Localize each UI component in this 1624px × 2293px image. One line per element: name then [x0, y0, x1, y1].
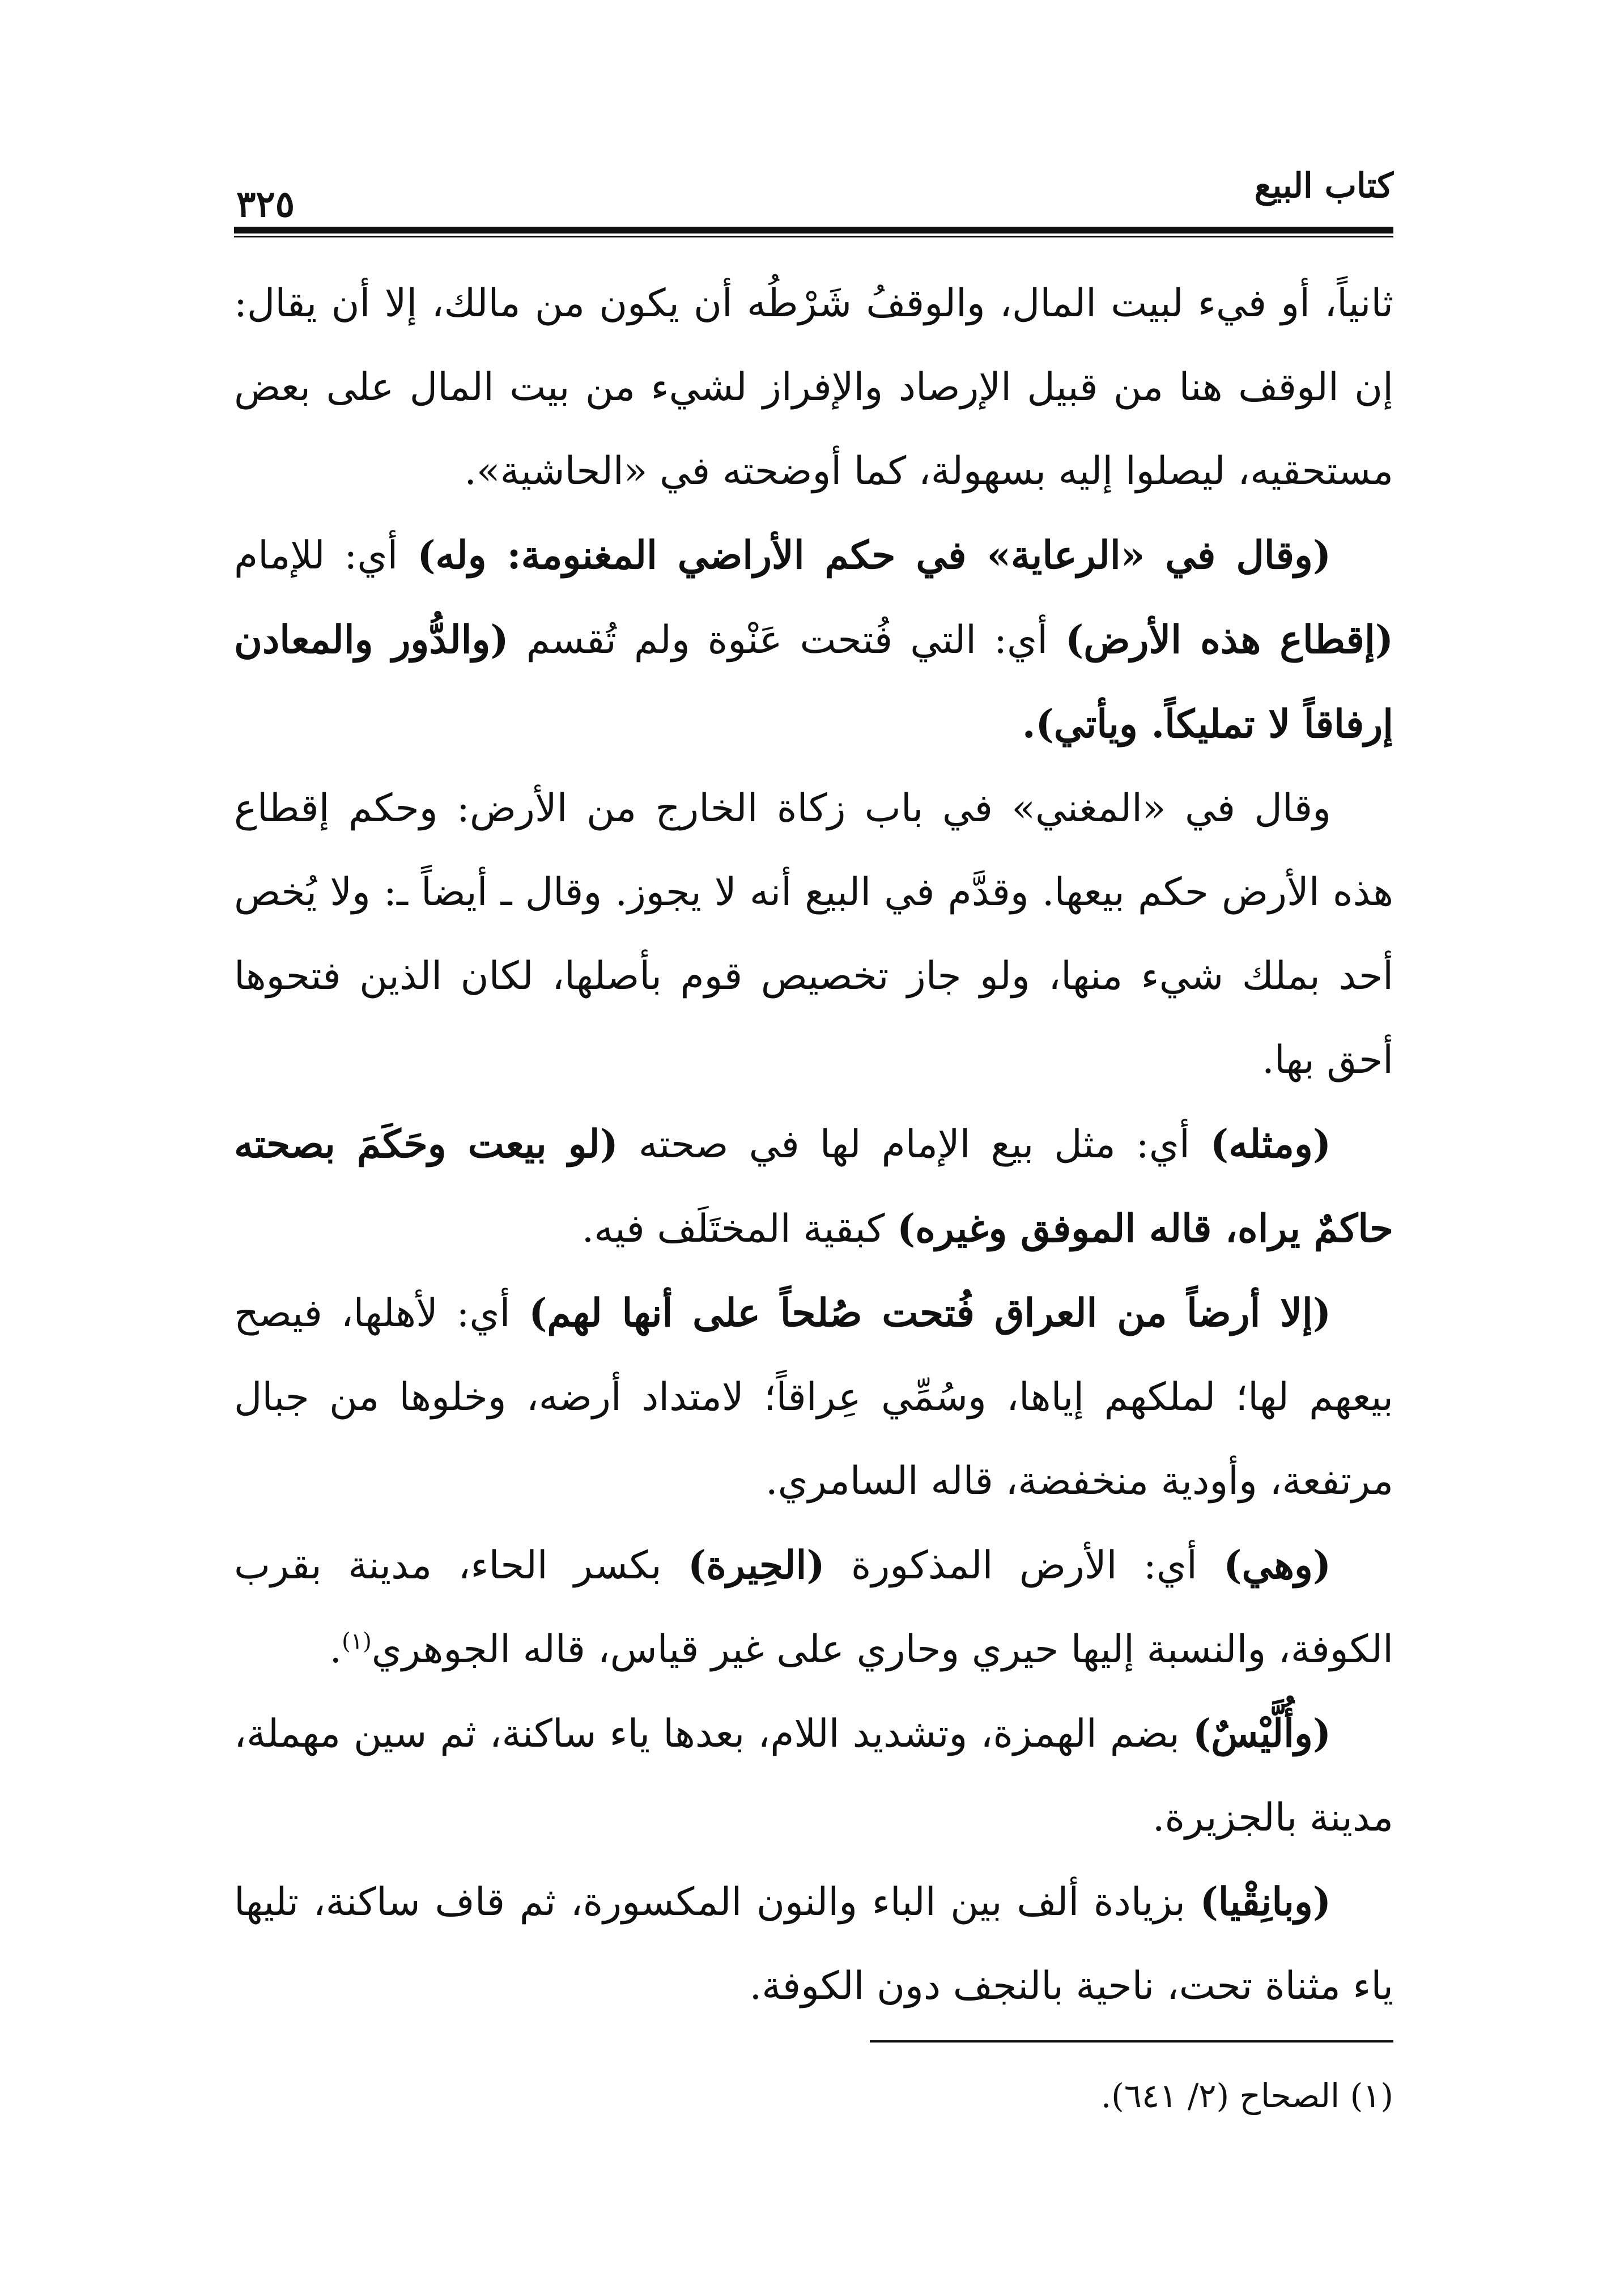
footnote-reference: (١)	[342, 1628, 372, 1655]
matn-text: (وقال في «الرعاية» في حكم الأراضي المغنومة: وله)	[417, 533, 1331, 578]
sharh-text: أي: الأرض المذكورة	[824, 1543, 1224, 1588]
sharh-text: بكسر الحاء، مدينة بقرب الكوفة، والنسبة إليها حيري وحاري على غير قياس، قاله الجوهري	[234, 1543, 1393, 1672]
paragraph	[234, 513, 1393, 767]
matn-text: (الحِيرة)	[688, 1543, 825, 1588]
sharh-text: بضم الهمزة، وتشديد اللام، بعدها ياء ساكنة، ثم سين مهملة، مدينة بالجزيرة.	[234, 1712, 1393, 1840]
matn-text: (لو بيعت وحَكَمَ بصحته حاكمٌ يراه، قاله الموفق وغيره)	[234, 1122, 1393, 1251]
running-title: كتاب البيع	[1254, 166, 1393, 206]
paragraph	[234, 1102, 1393, 1271]
sharh-text: كبقية المختَلَف فيه.	[581, 1207, 898, 1251]
sharh-text: بزيادة ألف بين الباء والنون المكسورة، ثم قاف ساكنة، تليها ياء مثناة تحت، ناحية بالنجف دون الكوفة.	[234, 1880, 1393, 2009]
paragraph	[234, 767, 1393, 1102]
footnote-separator	[870, 2040, 1393, 2043]
sharh-text: ثانياً، أو فيء لبيت المال، والوقفُ شَرْطُه أن يكون من مالك، إلا أن يقال: إن الوقف هنا من قبيل الإرصاد والإفراز لشيء من بيت المال على بعض مستحقيه، ليصلوا إليه بسهولة، كما أوضحته في «الحاشية».	[234, 281, 1393, 494]
matn-text: (ومثله)	[1210, 1122, 1331, 1167]
sharh-text: أي: التي فُتحت عَنْوة ولم تُقسم	[508, 618, 1066, 663]
page-number: ٣٢٥	[236, 183, 295, 226]
paragraph	[234, 262, 1393, 513]
matn-text: (وأُلَّيْسٌ)	[1192, 1711, 1331, 1756]
matn-text: (وهي)	[1223, 1543, 1331, 1588]
paragraph	[234, 1860, 1393, 2028]
sharh-text: أي: مثل بيع الإمام لها في صحته	[618, 1122, 1210, 1167]
paragraph	[234, 1271, 1393, 1523]
header-rule	[234, 227, 1393, 237]
matn-text: (إلا أرضاً من العراق فُتحت صُلحاً على أنها لهم)	[529, 1290, 1331, 1336]
sharh-text: أي: لأهلها، فيصح بيعهم لها؛ لملكهم إياها، وسُمِّي عِراقاً؛ لامتداد أرضه، وخلوها من جبال مرتفعة، وأودية منخفضة، قاله السامري.	[234, 1291, 1393, 1504]
footnote: (١) الصحاح (٢/ ٦٤١).	[1100, 2077, 1393, 2115]
page-header	[234, 156, 1393, 241]
matn-text: (إقطاع هذه الأرض)	[1065, 617, 1393, 663]
sharh-text: .	[329, 1627, 342, 1672]
main-text	[234, 262, 1393, 2028]
paragraph	[234, 1523, 1393, 1692]
sharh-text: أي: للإمام	[234, 533, 418, 578]
matn-text: (وبانِقْيا)	[1200, 1879, 1331, 1925]
sharh-text: وقال في «المغني» في باب زكاة الخارج من الأرض: وحكم إقطاع هذه الأرض حكم بيعها. وقدَّم في البيع أنه لا يجوز. وقال ـ أيضاً ـ: ولا يُخص أحد بملك شيء منها، ولو جاز تخصيص قوم بأصلها، لكان الذين فتحوها أحق بها.	[234, 786, 1393, 1082]
matn-text: (والدُّور والمعادن إرفاقاً لا تمليكاً. ويأتي).	[234, 617, 1393, 747]
paragraph	[234, 1692, 1393, 1860]
